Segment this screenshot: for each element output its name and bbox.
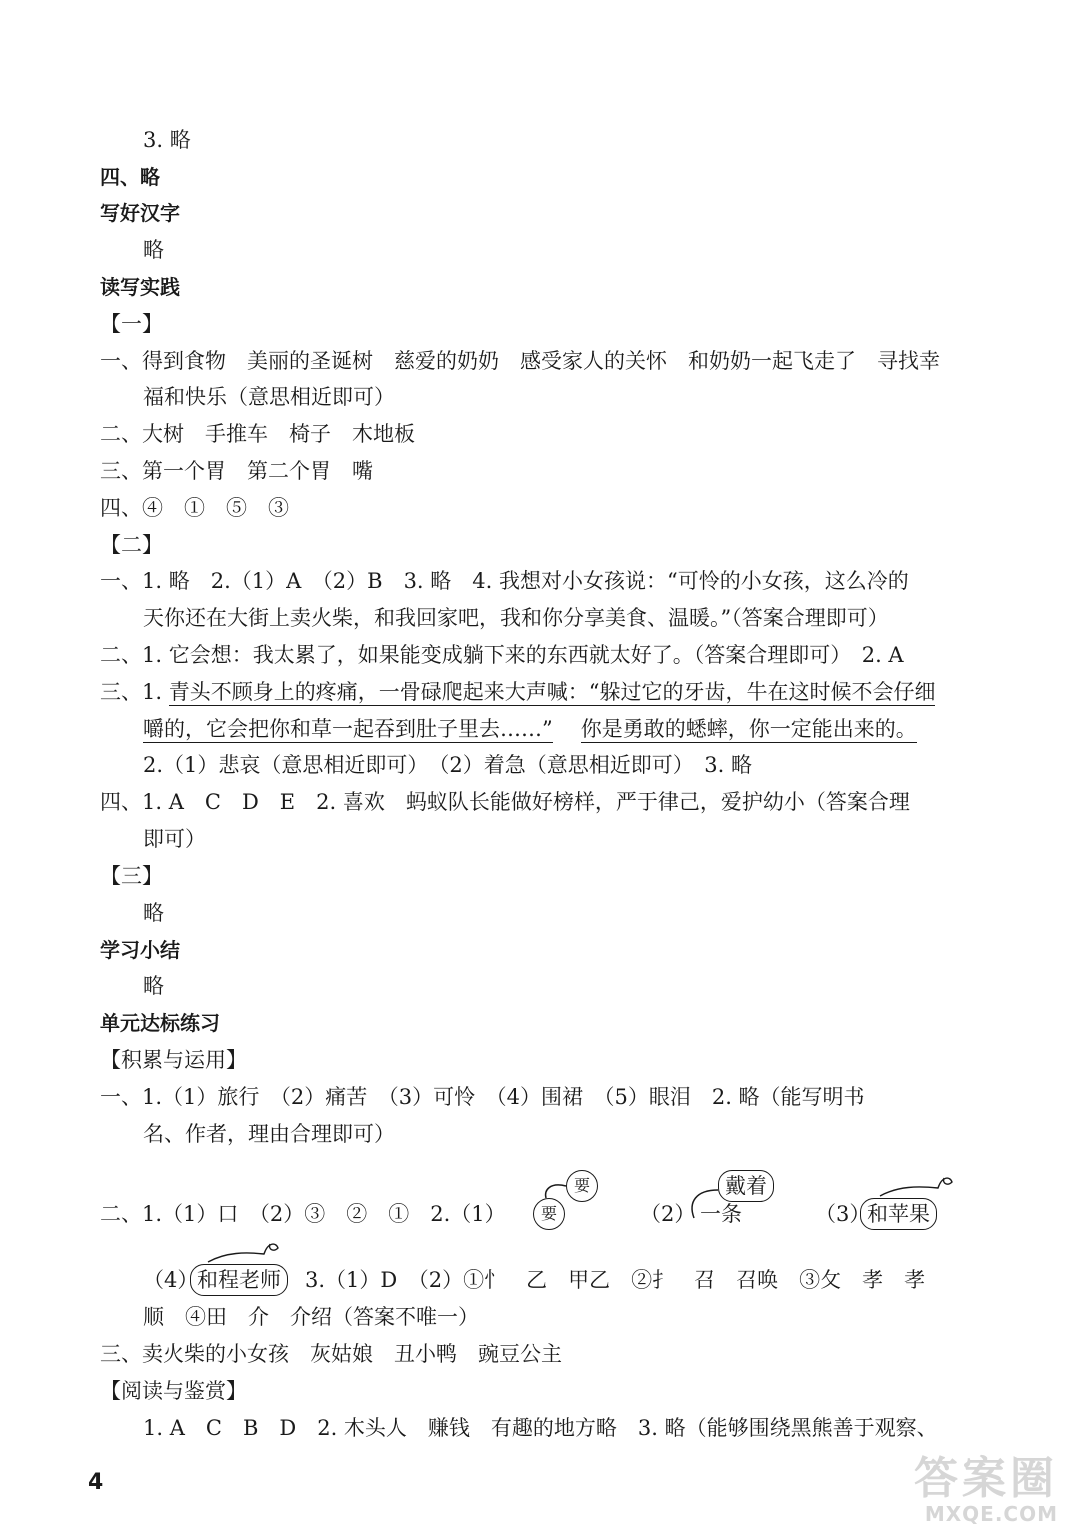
answer-line: 2.（1）悲哀（意思相近即可） （2）着急（意思相近即可） 3. 略 (143, 753, 752, 777)
subsection-label: 【二】 (100, 533, 163, 557)
answer-bubble: 和苹果 (860, 1198, 937, 1230)
answer-text: 3.（1）D （2）①忄 乙 甲乙 ②扌 召 召唤 ③攵 孝 孝 (305, 1268, 926, 1292)
answer-line: 天你还在大街上卖火柴，和我回家吧，我和你分享美食、温暖。”（答案合理即可） (143, 606, 889, 630)
answer-line: 福和快乐（意思相近即可） (143, 385, 395, 409)
connector-stroke (540, 1180, 580, 1204)
subsection-label: 【积累与运用】 (100, 1048, 247, 1072)
answer-line: 顺 ④田 介 介绍（答案不唯一） (143, 1305, 479, 1329)
answer-text: （4） (143, 1268, 199, 1292)
section-heading: 四、略 (100, 165, 160, 189)
section-heading: 读写实践 (100, 275, 180, 299)
answer-line: 3. 略 (143, 128, 191, 152)
section-heading: 单元达标练习 (100, 1011, 220, 1035)
answer-line: 二、1. 它会想：我太累了，如果能变成躺下来的东西就太好了。（答案合理即可） 2. A (100, 643, 904, 667)
answer-line: 略 (143, 238, 164, 262)
answer-text: （3） (815, 1202, 871, 1226)
answer-bubble: 要 (566, 1170, 598, 1202)
underlined-quote: 嚼的，它会把你和草一起吞到肚子里去……” (143, 717, 553, 741)
watermark-logo (868, 1455, 1058, 1527)
answer-text: 二、1.（1）口 （2）③ ② ① 2.（1） (100, 1202, 506, 1226)
squiggle-decoration (206, 1238, 290, 1268)
answer-line: 略 (143, 901, 164, 925)
underlined-quote: 你是勇敢的蟋蟀，你一定能出来的。 (580, 717, 917, 741)
answer-text: 一条 (700, 1202, 742, 1226)
page-number: 4 (88, 1470, 104, 1495)
item-number: 三、1. (100, 680, 169, 704)
connector-stroke (688, 1186, 728, 1222)
answer-bubble: 要 (533, 1198, 565, 1230)
subsection-label: 【一】 (100, 312, 163, 336)
underlined-quote: 青头不顾身上的疼痛，一骨碌爬起来大声喊：“躲过它的牙齿，牛在这时候不会仔细 (168, 680, 936, 704)
answer-line: 略 (143, 974, 164, 998)
answer-bubble: 戴着 (718, 1170, 774, 1202)
answer-line (143, 716, 1023, 742)
answer-line: 四、1. A C D E 2. 喜欢 蚂蚁队长能做好榜样，严于律己，爱护幼小（答案合理 (100, 790, 910, 814)
answer-line: 三、第一个胃 第二个胃 嘴 (100, 459, 373, 483)
answer-line: 名、作者，理由合理即可） (143, 1122, 395, 1146)
answer-line: 三、卖火柴的小女孩 灰姑娘 丑小鸭 豌豆公主 (100, 1342, 562, 1366)
section-heading: 学习小结 (100, 938, 180, 962)
watermark-text: 答案圈 (914, 1453, 1058, 1504)
answer-line: 一、1. 略 2.（1）A （2）B 3. 略 4. 我想对小女孩说：“可怜的小女孩，这么冷的 (100, 569, 909, 593)
answer-line: 二、大树 手推车 椅子 木地板 (100, 422, 415, 446)
answer-line: 四、④ ① ⑤ ③ (100, 496, 289, 520)
subsection-label: 【阅读与鉴赏】 (100, 1379, 247, 1403)
answer-line: 1. A C B D 2. 木头人 赚钱 有趣的地方略 3. 略（能够围绕黑熊善于观察、 (143, 1416, 938, 1440)
answer-text: （2） (640, 1202, 696, 1226)
watermark-url: MXQE.COM (924, 1502, 1058, 1526)
answer-line: 一、1.（1）旅行 （2）痛苦 （3）可怜 （4）围裙 （5）眼泪 2. 略（能写明书 (100, 1085, 865, 1109)
answer-line (100, 679, 980, 705)
section-heading: 写好汉字 (100, 201, 180, 225)
answer-line: 即可） (143, 827, 206, 851)
squiggle-decoration (878, 1172, 958, 1202)
answer-line: 一、得到食物 美丽的圣诞树 慈爱的奶奶 感受家人的关怀 和奶奶一起飞走了 寻找幸 (100, 349, 940, 373)
subsection-label: 【三】 (100, 864, 163, 888)
answer-bubble: 和程老师 (190, 1264, 288, 1296)
